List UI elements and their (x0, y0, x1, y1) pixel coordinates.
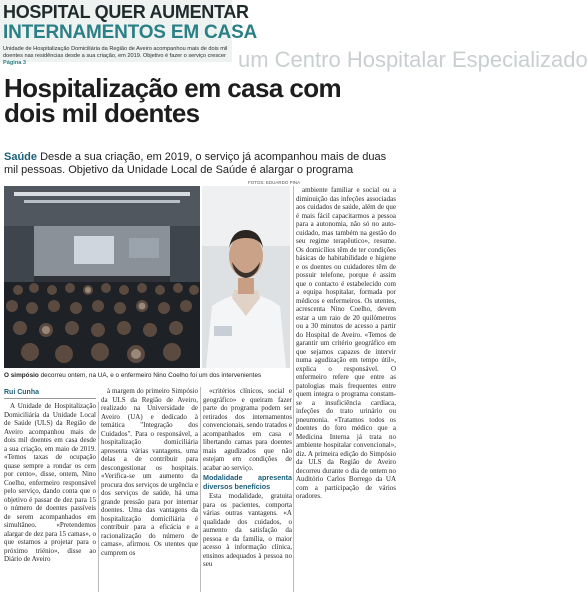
portrait-illustration (202, 186, 290, 368)
column-divider (98, 402, 99, 592)
section-label: Saúde (4, 151, 38, 163)
caption-text: decorreu ontem, na UA, e o enfermeiro Nino Coelho foi um dos intervenientes (40, 372, 262, 379)
body-column-4 (296, 186, 396, 501)
paragraph: ambiente familiar e social ou a diminuição das infeções associadas aos cuidados de saúde, além de que é mais fácil capacitarmos a pessoa para a autonomia, não só no auto-cuidado, mas também na gestão do seu regime terapêutico», resume. Os domicílios têm de ter condições básicas de habitabilidade e higiene e os doentes ou cuidadores têm de possuir telefone, porque é assim que o contacto é estabelecido com a equipa hospitalar, formada por médicos e enfermeiros. Os utentes, acrescenta Nino Coelho, devem estar a um raio de 20 quilómetros ou a 30 minutos de acesso a partir do Hospital de Aveiro. «Temos de garantir um critério geográfico em que sejamos capazes de intervir numa agudização em tempo útil», explica o responsável. O enfermeiro refere que entre as patologias mais frequentes entre quem integra o programa constam-se a insuficiência cardíaca, infeções do trato urinário ou pneumonia. «Tratamos todos os doentes do foro médico que a Medicina Interna já trata no ambiente hospitalar convencional», diz. A primeira edição do Simpósio da ULS da Região de Aveiro decorreu durante o dia de ontem no Auditório Carlos Borrego da UA com a participação de vários oradores. (296, 186, 396, 500)
article-lead (4, 151, 398, 176)
auditorium-illustration (4, 186, 200, 368)
photo-caption (4, 372, 294, 380)
subheading: Modalidade apresenta diversos benefícios (203, 473, 292, 491)
body-column-2 (101, 387, 198, 557)
page-reference: Página 3 (3, 60, 27, 66)
lead-text: Desde a sua criação, em 2019, o serviço já acompanhou mais de duas mil pessoas. Objetivo da Unidade Local de Saúde é alargar o programa (4, 151, 387, 176)
paragraph: Esta modalidade, gratuita para os pacientes, comporta várias outras vantagens. «A qualidade dos cuidados, o aumento da satisfação da pessoa e da família, o maior acesso à informação clínica, ensinos adequados à pessoa no seu (203, 492, 292, 568)
paragraph: A Unidade de Hospitalização Domiciliária da Unidade Local de Saúde (ULS) da Região de Aveiro acompanhou mais de dois mil doentes em casa desde a sua criação, em maio de 2019. «Temos taxas de ocupação quase sempre a rondar os cem por cento», disse, ontem, Nino Coelho, enfermeiro responsável pelo serviço, dando conta que o objetivo é passar de dez para 15 o número de doentes passíveis de serem acompanhados em simultâneo. «Pretendemos alargar de dez para 15 camas», o que estamos a projetar para o próximo triénio», disse ao Diário de Aveiro (4, 402, 96, 563)
kicker-lead (3, 46, 231, 67)
photo-nurse-portrait (202, 186, 290, 368)
background-bleed-text: um Centro Hospitalar Especializado (238, 47, 588, 72)
column-divider (293, 186, 294, 592)
column-divider (200, 387, 201, 592)
byline: Rui Cunha (4, 389, 39, 396)
caption-lead: O simpósio (4, 372, 39, 379)
body-column-1 (4, 402, 96, 564)
byline-divider (4, 398, 96, 399)
kicker-lead-text: Unidade de Hospitalização Domiciliária da Região de Aveiro acompanhou mais de dois mil doentes nas residências desde a sua criação, em 2019. Objetivo é fazer o serviço crescer (3, 46, 228, 59)
photo-auditorium (4, 186, 200, 368)
photo-credit: FOTOS: EDUARDO PINA (248, 180, 301, 185)
paragraph: «critérios clínicos, social e geográfico» e queiram fazer parte do programa podem ser retirados dos internamentos convencionais, sendo tratados e acompanhados em casa e libertando camas para doentes mais agudizados que não estejam em condições de acabar ao serviço. (203, 387, 292, 472)
paragraph: à margem do primeiro Simpósio da ULS da Região de Aveiro, realizado na Universidade de Aveiro (UA) e dedicado à temática "Integração dos Cuidados". Para o responsável, a hospitalização domiciliária apresenta várias vantagens, uma delas a de contribuir para descongestionar os hospitais. «Verifica-se um aumento da procura dos serviços de urgência e dos serviços de saúde, há uma grande pressão para por internar doentes. Uma das vantagens da hospitalização domiciliária é contribuir para a eficácia e a racionalização do número de camas», afirmou. Os utentes que cumprem os (101, 387, 198, 557)
body-column-3 (203, 387, 292, 569)
kicker-line-1: HOSPITAL QUER AUMENTAR (3, 2, 249, 22)
kicker-line-2: INTERNAMENTOS EM CASA (3, 22, 258, 43)
headline: Hospitalização em casa com dois mil doentes (4, 73, 341, 128)
